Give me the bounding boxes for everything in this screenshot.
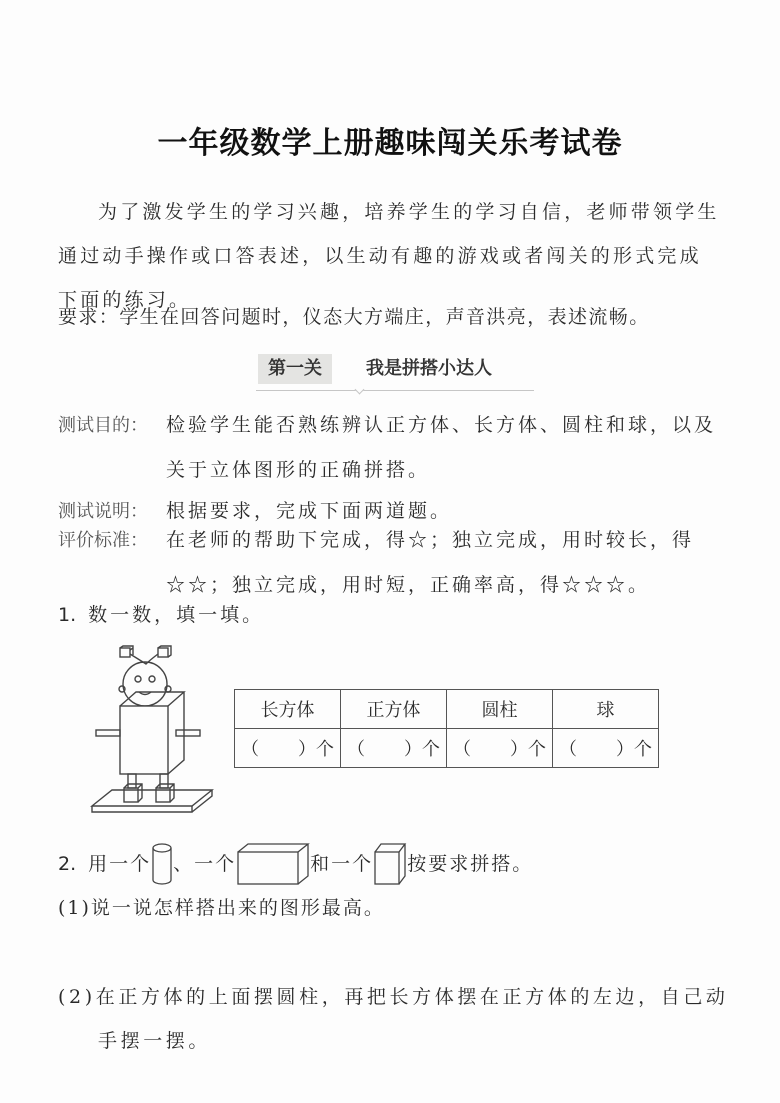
open-paren: （ xyxy=(453,739,471,760)
info-label: 测试目的： xyxy=(58,415,148,436)
cube-icon xyxy=(373,842,407,886)
header-cylinder: 圆柱 xyxy=(447,690,553,729)
intro-line-1: 为了激发学生的学习兴趣，培养学生的学习自信，老师带领学生 xyxy=(98,201,720,223)
open-paren: （ xyxy=(347,739,365,760)
count-table xyxy=(234,689,659,768)
level-underline xyxy=(256,390,534,391)
robot-figure-icon xyxy=(88,642,218,818)
cylinder-icon xyxy=(151,842,173,886)
header-cube: 正方体 xyxy=(341,690,447,729)
question-number: 1. xyxy=(58,604,77,626)
open-paren: （ xyxy=(241,739,259,760)
close-paren-unit: ）个 xyxy=(298,739,334,760)
close-paren-unit: ）个 xyxy=(616,739,652,760)
close-paren-unit: ）个 xyxy=(404,739,440,760)
intro-line-2: 通过动手操作或口答表述，以生动有趣的游戏或者闯关的形式完成 xyxy=(58,245,702,267)
info-value: ☆☆；独立完成，用时短，正确率高，得☆☆☆。 xyxy=(166,574,651,596)
info-value: 根据要求，完成下面两道题。 xyxy=(166,500,453,522)
table-header-row xyxy=(235,690,659,729)
level-name: 我是拼搭小达人 xyxy=(366,358,492,379)
level-notch-icon xyxy=(355,385,365,395)
question-2 xyxy=(58,842,533,886)
question-text-a: 用一个 xyxy=(88,853,152,875)
cuboid-icon xyxy=(236,842,310,886)
info-value: 关于立体图形的正确拼搭。 xyxy=(166,459,431,481)
table-answer-row xyxy=(235,729,659,768)
question-text: 数一数，填一填。 xyxy=(88,604,265,626)
level-tag: 第一关 xyxy=(258,354,332,384)
sub-question-2 xyxy=(58,975,738,1063)
info-purpose xyxy=(58,403,716,492)
info-value: 在老师的帮助下完成，得☆；独立完成，用时较长，得 xyxy=(166,529,695,551)
intro-line-3: 下面的练习。 xyxy=(58,289,192,311)
question-text-c: 和一个 xyxy=(310,853,374,875)
answer-cylinder[interactable] xyxy=(447,729,553,768)
question-text-d: 按要求拼搭。 xyxy=(407,853,534,875)
open-paren: （ xyxy=(559,739,577,760)
info-criteria xyxy=(58,518,694,607)
question-number: 2. xyxy=(58,853,77,875)
header-sphere: 球 xyxy=(553,690,659,729)
info-label: 评价标准： xyxy=(58,530,148,551)
sub-question-2-line-2: 手摆一摆。 xyxy=(98,1030,212,1052)
requirement-text: 要求：学生在回答问题时，仪态大方端庄，声音洪亮，表述流畅。 xyxy=(58,306,650,328)
sub-question-2-line-1: (2)在正方体的上面摆圆柱，再把长方体摆在正方体的左边，自己动 xyxy=(58,986,729,1008)
page-title: 一年级数学上册趣味闯关乐考试卷 xyxy=(157,126,623,161)
close-paren-unit: ）个 xyxy=(510,739,546,760)
question-1 xyxy=(58,600,264,627)
answer-cube[interactable] xyxy=(341,729,447,768)
sub-question-1: (1)说一说怎样搭出来的图形最高。 xyxy=(58,897,385,919)
info-label: 测试说明： xyxy=(58,501,148,522)
level-header xyxy=(258,354,534,386)
question-text-b: 、一个 xyxy=(173,853,237,875)
answer-cuboid[interactable] xyxy=(235,729,341,768)
answer-sphere[interactable] xyxy=(553,729,659,768)
header-cuboid: 长方体 xyxy=(235,690,341,729)
info-value: 检验学生能否熟练辨认正方体、长方体、圆柱和球，以及 xyxy=(166,414,717,436)
